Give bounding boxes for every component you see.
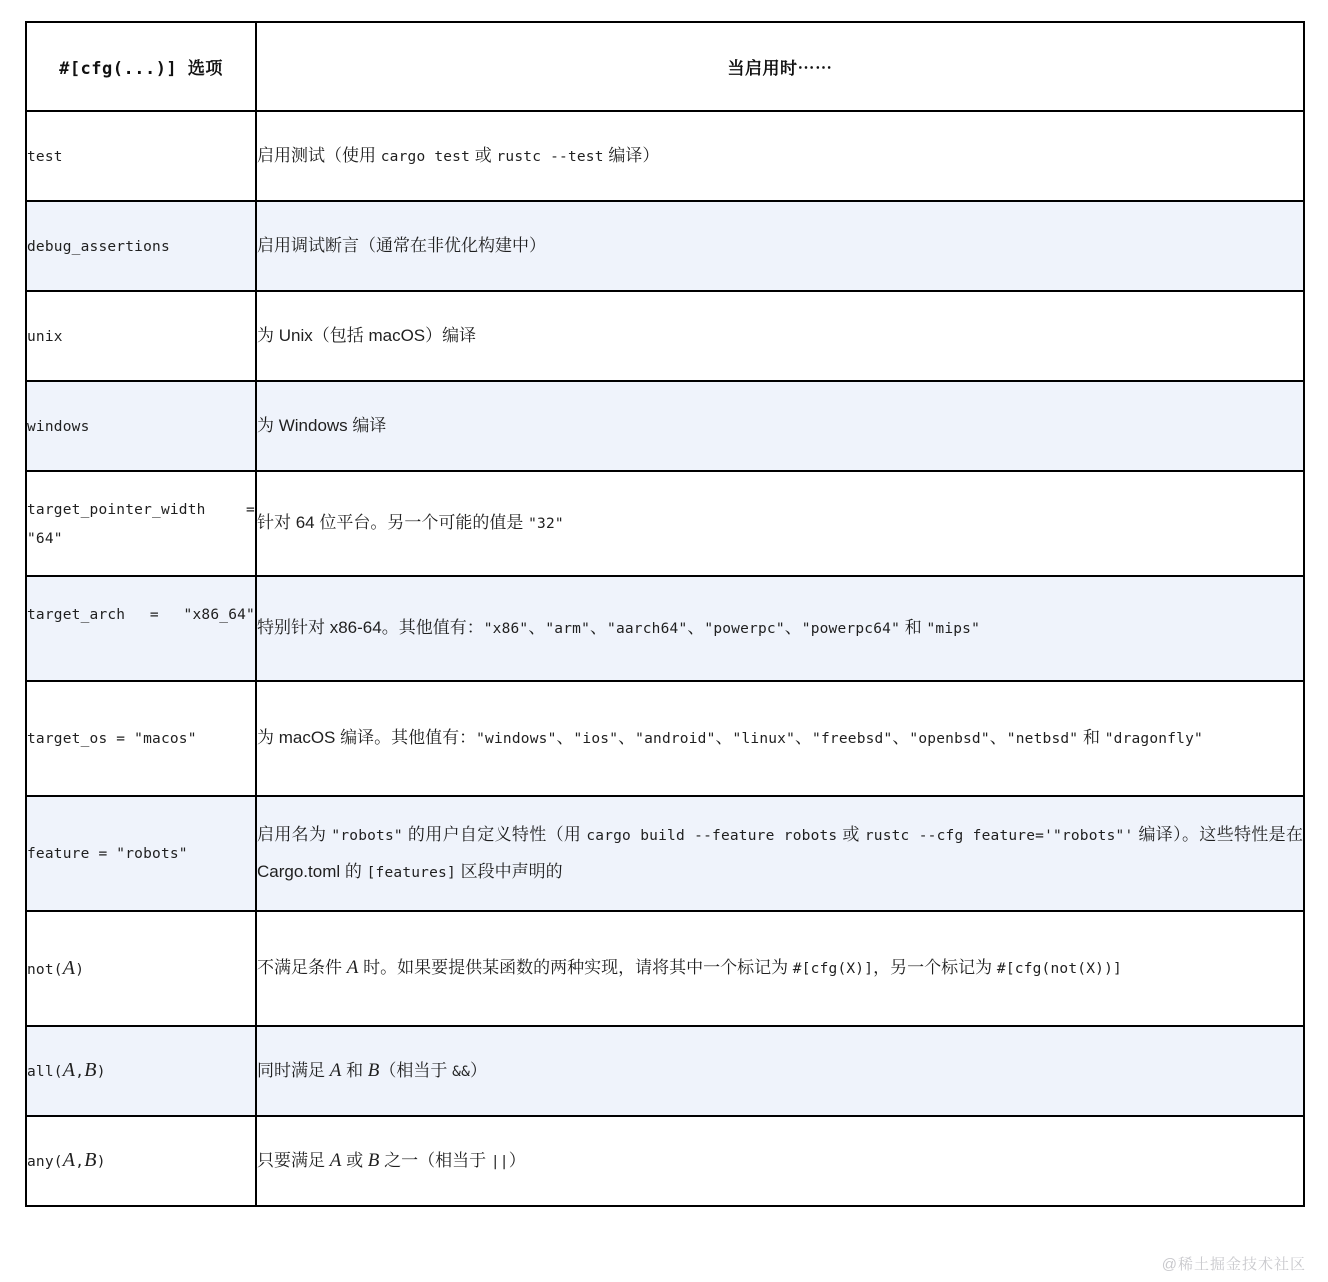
text-run: 和 xyxy=(341,1060,368,1080)
text-run: 、 xyxy=(590,618,608,637)
inline-code: "ios" xyxy=(573,731,619,747)
inline-code: "powerpc" xyxy=(704,621,785,637)
inline-code: "freebsd" xyxy=(812,731,893,747)
cell-option xyxy=(26,1116,256,1206)
description-text xyxy=(257,817,1303,891)
italic-variable: A xyxy=(62,1059,76,1081)
table-row xyxy=(26,911,1304,1026)
inline-code: test xyxy=(27,148,63,165)
cell-description xyxy=(256,1026,1304,1116)
inline-code: || xyxy=(490,1153,509,1170)
option-text xyxy=(27,142,255,171)
description-text xyxy=(257,1053,1303,1090)
inline-code: ) xyxy=(96,1064,106,1080)
description-text xyxy=(257,228,1303,264)
text-run: 和 xyxy=(900,618,927,637)
table-body xyxy=(26,111,1304,1206)
cell-option xyxy=(26,201,256,291)
table-row xyxy=(26,381,1304,471)
inline-code: "arm" xyxy=(545,621,591,637)
text-run: 编译）。这些特性是在 Cargo.toml 的 xyxy=(257,824,1303,881)
inline-code: "x86" xyxy=(483,621,529,637)
watermark: @稀土掘金技术社区 xyxy=(1161,1256,1306,1273)
inline-code: "windows" xyxy=(476,731,557,747)
text-run: 和 xyxy=(1078,728,1105,747)
cell-option xyxy=(26,681,256,796)
text-run: ） xyxy=(470,1060,488,1080)
text-run: 或 xyxy=(837,824,865,844)
cell-description xyxy=(256,576,1304,681)
italic-variable: B xyxy=(367,1149,380,1171)
inline-code: "aarch64" xyxy=(607,621,688,637)
inline-code: "linux" xyxy=(732,731,796,747)
text-run: 启用测试（使用 xyxy=(257,145,381,165)
description-text xyxy=(257,318,1303,354)
table-row xyxy=(26,291,1304,381)
text-run: 只要满足 xyxy=(257,1150,330,1170)
option-text xyxy=(27,954,255,984)
description-text xyxy=(257,610,1303,647)
description-text xyxy=(257,138,1303,175)
text-run: 或 xyxy=(470,145,497,165)
inline-code: && xyxy=(452,1063,471,1080)
text-run: 的用户自定义特性（用 xyxy=(402,824,587,844)
cell-description xyxy=(256,111,1304,201)
inline-code: debug_assertions xyxy=(27,238,170,255)
text-run: 启用名为 xyxy=(257,824,332,844)
italic-variable: A xyxy=(346,957,359,978)
text-run: 、 xyxy=(715,728,733,747)
cell-option xyxy=(26,576,256,681)
cell-option xyxy=(26,291,256,381)
table-row xyxy=(26,576,1304,681)
text-run: 为 macOS 编译。其他值有： xyxy=(257,728,477,747)
table-row xyxy=(26,111,1304,201)
inline-code: "mips" xyxy=(926,621,981,637)
cell-description xyxy=(256,291,1304,381)
text-run: 特别针对 x86-64。其他值有： xyxy=(257,618,484,637)
text-run: 编译） xyxy=(603,145,660,165)
cell-option xyxy=(26,796,256,911)
cell-description xyxy=(256,681,1304,796)
description-text xyxy=(257,505,1303,542)
inline-code: target_arch = "x86_64" xyxy=(27,607,255,623)
table-row xyxy=(26,471,1304,576)
text-run: 或 xyxy=(341,1150,368,1170)
table-row xyxy=(26,681,1304,796)
column-header-option-label: #[cfg(...)] 选项 xyxy=(59,59,223,79)
text-run: 为 Windows 编译 xyxy=(257,416,387,435)
cell-option xyxy=(26,381,256,471)
inline-code: "openbsd" xyxy=(909,731,990,747)
cell-option xyxy=(26,911,256,1026)
text-run: 之一（相当于 xyxy=(379,1150,491,1170)
inline-code: not( xyxy=(27,961,63,978)
text-run: 、 xyxy=(556,728,574,747)
text-run: 针对 64 位平台。另一个可能的值是 xyxy=(257,513,529,532)
header-row xyxy=(26,22,1304,111)
inline-code: #[cfg(X)] xyxy=(792,961,874,977)
option-text xyxy=(27,322,255,351)
inline-code: "android" xyxy=(635,731,716,747)
cell-description xyxy=(256,1116,1304,1206)
description-text xyxy=(257,1143,1303,1180)
table-row xyxy=(26,1116,1304,1206)
inline-code: "dragonfly" xyxy=(1104,731,1203,747)
text-run: 为 Unix（包括 macOS）编译 xyxy=(257,326,477,345)
text-run: 、 xyxy=(892,728,910,747)
description-text xyxy=(257,408,1303,444)
italic-variable: A xyxy=(329,1149,342,1171)
text-run: ，另一个标记为 xyxy=(873,958,997,977)
inline-code: ) xyxy=(96,1154,106,1170)
inline-code: feature = "robots" xyxy=(27,846,188,862)
inline-code: "robots" xyxy=(331,827,403,844)
text-run: 不满足条件 xyxy=(257,958,347,977)
text-run: 时。如果要提供某函数的两种实现，请将其中一个标记为 xyxy=(358,958,793,977)
cell-description xyxy=(256,911,1304,1026)
cell-option xyxy=(26,471,256,576)
column-header-description-label: 当启用时⋯⋯ xyxy=(727,59,833,78)
italic-variable: A xyxy=(329,1059,342,1081)
inline-code: target_pointer_width = "64" xyxy=(27,501,255,547)
inline-code: rustc --test xyxy=(496,148,604,165)
option-text xyxy=(27,412,255,441)
inline-code: , xyxy=(75,1154,85,1170)
text-run: 同时满足 xyxy=(257,1060,330,1080)
text-run: 、 xyxy=(618,728,636,747)
option-text xyxy=(27,1056,255,1086)
option-text xyxy=(27,495,255,553)
cell-description xyxy=(256,471,1304,576)
cfg-options-table xyxy=(25,21,1305,1207)
inline-code: cargo build --feature robots xyxy=(586,827,838,844)
inline-code: any( xyxy=(27,1154,63,1170)
italic-variable: B xyxy=(84,1149,97,1171)
option-text xyxy=(27,600,255,657)
cell-description xyxy=(256,381,1304,471)
italic-variable: B xyxy=(84,1059,97,1081)
cell-description xyxy=(256,796,1304,911)
italic-variable: A xyxy=(62,956,76,979)
cell-option xyxy=(26,1026,256,1116)
text-run: 、 xyxy=(784,618,802,637)
option-text xyxy=(27,839,255,868)
cell-option xyxy=(26,111,256,201)
inline-code: "32" xyxy=(528,516,564,532)
table-row xyxy=(26,1026,1304,1116)
text-run: 、 xyxy=(795,728,813,747)
table-header xyxy=(26,22,1304,111)
text-run: 、 xyxy=(989,728,1007,747)
inline-code: windows xyxy=(27,418,90,435)
inline-code: "powerpc64" xyxy=(801,621,900,637)
inline-code: [features] xyxy=(366,864,456,881)
inline-code: "netbsd" xyxy=(1006,731,1079,747)
inline-code: rustc --cfg feature='"robots"' xyxy=(864,827,1134,844)
text-run: 区段中声明的 xyxy=(455,861,563,881)
column-header-option xyxy=(26,22,256,111)
text-run: ） xyxy=(508,1150,526,1170)
italic-variable: A xyxy=(62,1149,76,1171)
option-text xyxy=(27,232,255,261)
column-header-description xyxy=(256,22,1304,111)
inline-code: , xyxy=(75,1064,85,1080)
italic-variable: B xyxy=(367,1059,380,1081)
inline-code: #[cfg(not(X))] xyxy=(996,961,1122,977)
inline-code: cargo test xyxy=(380,148,471,165)
description-text xyxy=(257,720,1303,757)
option-text xyxy=(27,1146,255,1176)
description-text xyxy=(257,950,1303,987)
option-text xyxy=(27,724,255,753)
table-row xyxy=(26,796,1304,911)
inline-code: unix xyxy=(27,328,63,345)
text-run: （相当于 xyxy=(379,1060,453,1080)
table-row xyxy=(26,201,1304,291)
cell-description xyxy=(256,201,1304,291)
text-run: 启用调试断言（通常在非优化构建中） xyxy=(257,236,546,255)
inline-code: ) xyxy=(75,961,85,978)
inline-code: target_os = "macos" xyxy=(27,731,197,747)
text-run: 、 xyxy=(687,618,705,637)
text-run: 、 xyxy=(528,618,546,637)
inline-code: all( xyxy=(27,1064,63,1080)
